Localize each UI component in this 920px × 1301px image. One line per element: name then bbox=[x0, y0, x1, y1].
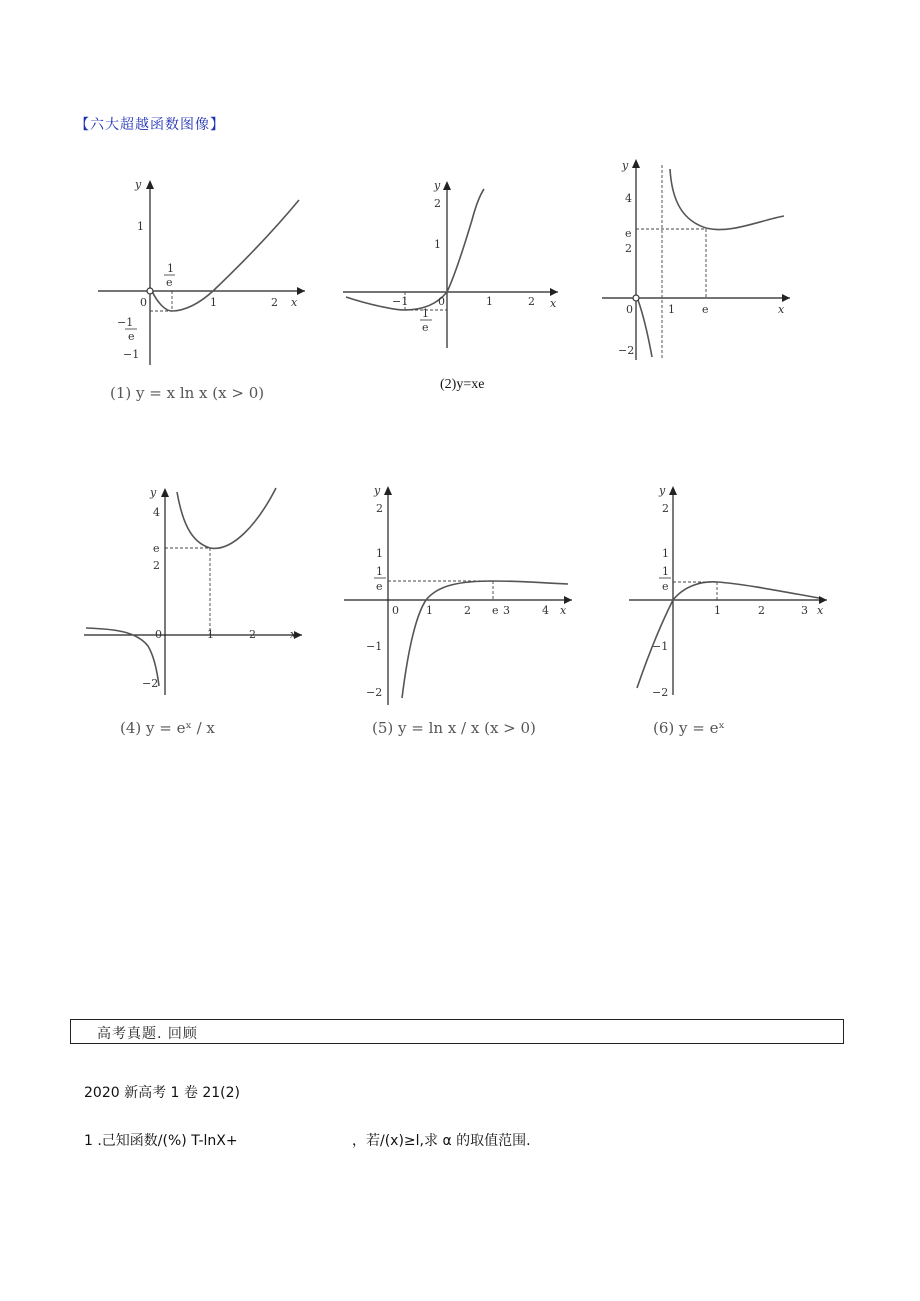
svg-text:2: 2 bbox=[464, 604, 471, 617]
svg-text:−2: −2 bbox=[652, 686, 669, 699]
svg-text:−1: −1 bbox=[117, 316, 134, 329]
graph-lnx-over-x bbox=[340, 480, 580, 750]
svg-text:4: 4 bbox=[542, 604, 549, 617]
problem-left: 1 .己知函数/(%) T-lnX+ bbox=[84, 1133, 238, 1149]
svg-text:y: y bbox=[434, 179, 441, 192]
svg-text:x: x bbox=[817, 604, 824, 617]
svg-text:3: 3 bbox=[503, 604, 510, 617]
svg-text:e: e bbox=[153, 542, 160, 555]
svg-text:y: y bbox=[622, 159, 629, 172]
svg-text:1: 1 bbox=[434, 238, 441, 251]
section-title: 高考真题. 回顾 bbox=[97, 1026, 198, 1042]
svg-text:1: 1 bbox=[426, 604, 433, 617]
svg-text:e: e bbox=[702, 303, 709, 316]
svg-text:−1: −1 bbox=[366, 640, 383, 653]
svg-text:0: 0 bbox=[438, 295, 445, 308]
curve-lnx-over-x bbox=[402, 581, 568, 698]
svg-text:1: 1 bbox=[207, 628, 214, 641]
svg-text:1: 1 bbox=[422, 307, 429, 320]
svg-text:e: e bbox=[662, 580, 669, 593]
svg-text:2: 2 bbox=[249, 628, 256, 641]
svg-text:1: 1 bbox=[486, 295, 493, 308]
svg-text:x: x bbox=[560, 604, 567, 617]
svg-text:2: 2 bbox=[528, 295, 535, 308]
graph-x-over-lnx bbox=[598, 155, 798, 365]
curve-x-over-ex bbox=[637, 582, 819, 688]
svg-text:1: 1 bbox=[668, 303, 675, 316]
graph-caption: (6) y = eˣ bbox=[653, 719, 725, 737]
svg-text:1: 1 bbox=[662, 547, 669, 560]
svg-text:1: 1 bbox=[376, 565, 383, 578]
graph-ex-over-x bbox=[82, 480, 312, 750]
svg-text:2: 2 bbox=[758, 604, 765, 617]
graph-xex bbox=[340, 175, 570, 355]
graph-xlnx bbox=[95, 170, 335, 410]
svg-text:2: 2 bbox=[434, 197, 441, 210]
svg-text:−1: −1 bbox=[392, 295, 409, 308]
svg-text:x: x bbox=[550, 297, 557, 310]
svg-text:−1: −1 bbox=[123, 348, 140, 361]
svg-text:−2: −2 bbox=[618, 344, 635, 357]
graph-caption: (4) y = eˣ / x bbox=[120, 719, 215, 737]
section-heading: 【六大超越函数图像】 bbox=[75, 117, 225, 133]
svg-text:−1: −1 bbox=[652, 640, 669, 653]
svg-text:1: 1 bbox=[662, 565, 669, 578]
svg-text:e: e bbox=[128, 330, 135, 343]
svg-text:4: 4 bbox=[625, 192, 632, 205]
graph-x-over-ex bbox=[625, 480, 835, 750]
problem-source: 2020 新高考 1 卷 21(2) bbox=[84, 1085, 240, 1101]
svg-text:0: 0 bbox=[140, 296, 147, 309]
svg-text:2: 2 bbox=[376, 502, 383, 515]
svg-text:−2: −2 bbox=[366, 686, 383, 699]
curve-xlnx bbox=[152, 200, 299, 311]
curve-ex-over-x bbox=[177, 488, 276, 548]
section-box bbox=[70, 1019, 844, 1044]
svg-text:2: 2 bbox=[625, 242, 632, 255]
graph-caption-2: (2)y=xe bbox=[440, 377, 485, 392]
y-axis-label: y bbox=[135, 178, 142, 191]
svg-text:1: 1 bbox=[167, 262, 174, 275]
svg-text:e: e bbox=[492, 604, 499, 617]
svg-text:1: 1 bbox=[376, 547, 383, 560]
svg-text:3: 3 bbox=[801, 604, 808, 617]
svg-text:x: x bbox=[290, 628, 297, 641]
svg-text:y: y bbox=[150, 486, 157, 499]
problem-right: ，若/(x)≥l,求 α 的取值范围. bbox=[352, 1133, 531, 1149]
svg-text:0: 0 bbox=[392, 604, 399, 617]
svg-text:2: 2 bbox=[662, 502, 669, 515]
graph-caption: (1) y = x ln x (x > 0) bbox=[110, 384, 265, 402]
svg-text:e: e bbox=[422, 321, 429, 334]
svg-text:2: 2 bbox=[271, 296, 278, 309]
svg-text:0: 0 bbox=[626, 303, 633, 316]
svg-text:1: 1 bbox=[210, 296, 217, 309]
svg-text:e: e bbox=[166, 276, 173, 289]
x-axis-label: x bbox=[291, 296, 298, 309]
svg-text:−2: −2 bbox=[142, 677, 159, 690]
svg-text:e: e bbox=[625, 227, 632, 240]
svg-text:4: 4 bbox=[153, 506, 160, 519]
curve-x-over-lnx bbox=[670, 169, 784, 230]
svg-text:e: e bbox=[376, 580, 383, 593]
svg-text:1: 1 bbox=[714, 604, 721, 617]
svg-text:x: x bbox=[778, 303, 785, 316]
svg-text:1: 1 bbox=[137, 220, 144, 233]
svg-text:0: 0 bbox=[155, 628, 162, 641]
svg-text:y: y bbox=[659, 484, 666, 497]
svg-text:y: y bbox=[374, 484, 381, 497]
svg-text:2: 2 bbox=[153, 559, 160, 572]
graph-caption: (5) y = ln x / x (x > 0) bbox=[372, 719, 536, 737]
